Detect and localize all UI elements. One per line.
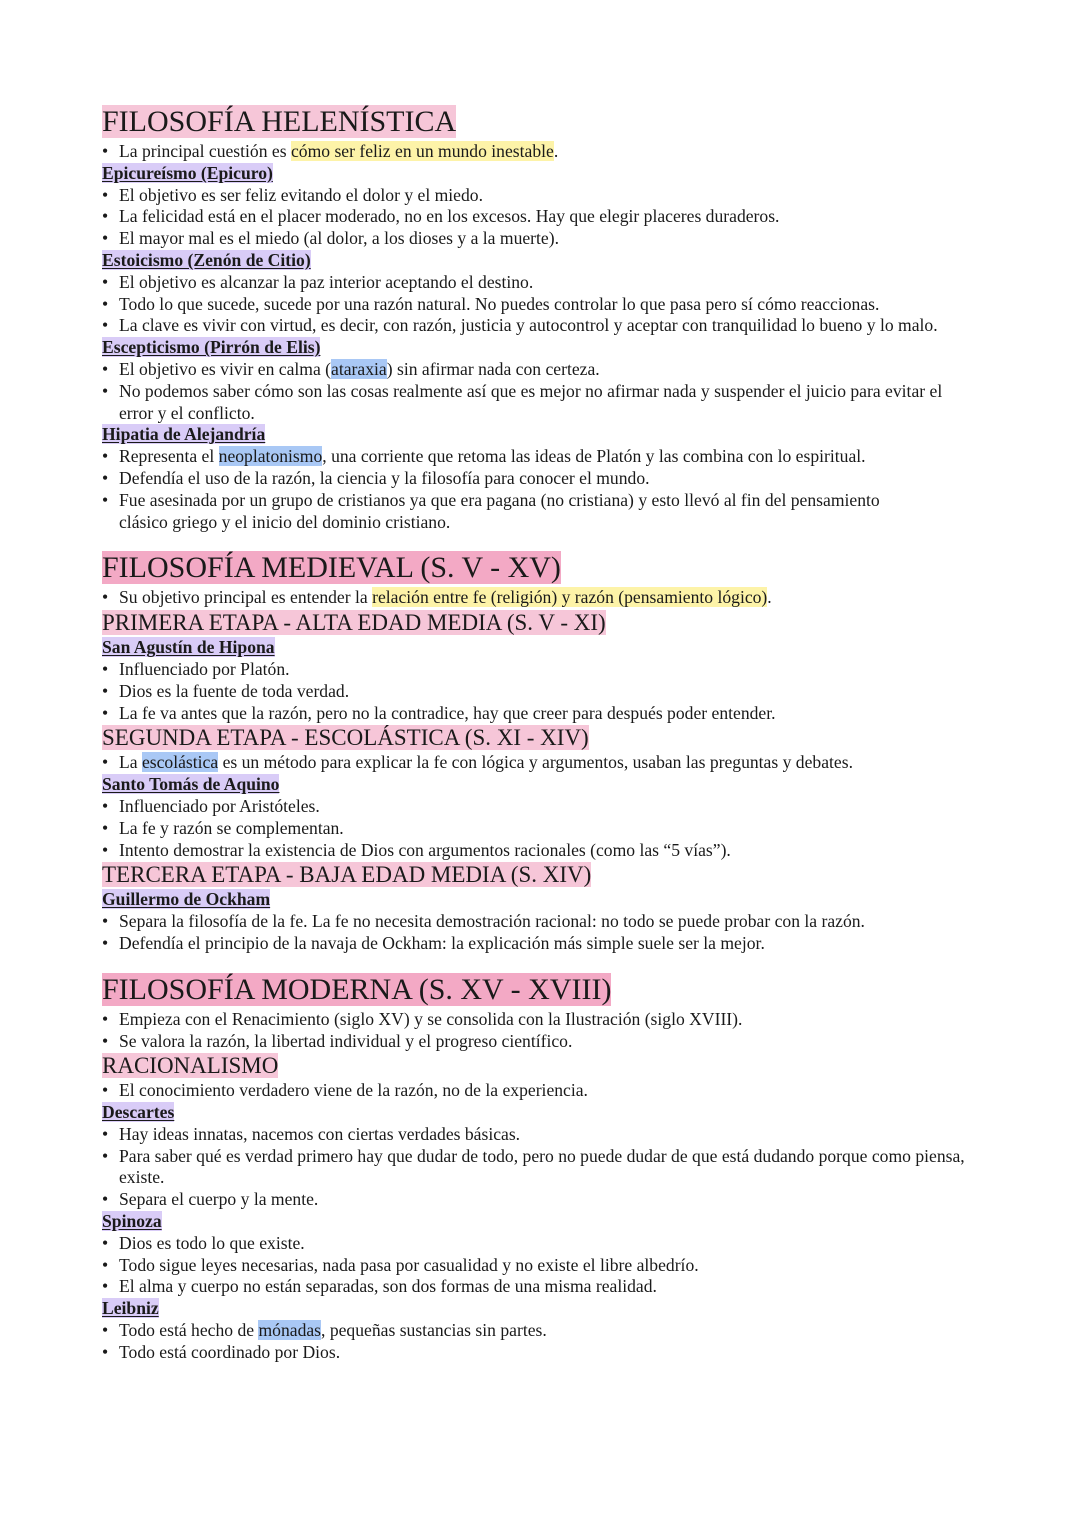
philosopher-heading: Descartes <box>102 1102 175 1123</box>
highlight: relación entre fe (religión) y razón (pensamiento lógico) <box>372 587 768 608</box>
list-item: • Defendía el uso de la razón, la ciencia y la filosofía para conocer el mundo. <box>102 468 1002 490</box>
list-item: • Representa el neoplatonismo, una corriente que retoma las ideas de Platón y las combina con lo espiritual. <box>102 446 1002 468</box>
section-title-text: FILOSOFÍA HELENÍSTICA <box>102 105 457 138</box>
philosopher-heading: Hipatia de Alejandría <box>102 424 266 445</box>
list-item: • La clave es vivir con virtud, es decir, con razón, justicia y autocontrol y aceptar con tranquilidad lo bueno y lo malo. <box>102 315 999 337</box>
philosopher-heading: San Agustín de Hipona <box>102 637 275 658</box>
list-item: • Intento demostrar la existencia de Dios con argumentos racionales (como las “5 vías”). <box>102 840 1002 862</box>
philosopher-heading: Estoicismo (Zenón de Citio) <box>102 249 311 270</box>
list-item: • El mayor mal es el miedo (al dolor, a los dioses y a la muerte). <box>102 228 1002 250</box>
list-item: • El objetivo es vivir en calma (ataraxia) sin afirmar nada con certeza. <box>102 359 1002 381</box>
list-item: • Para saber qué es verdad primero hay que dudar de todo, pero no puede dudar de que está dudando porque como piensa, existe. <box>102 1146 999 1190</box>
list-item: • Influenciado por Platón. <box>102 659 1002 681</box>
philosopher-heading: Guillermo de Ockham <box>102 889 271 910</box>
list-item: • Separa el cuerpo y la mente. <box>102 1189 1002 1211</box>
list-item: • Todo lo que sucede, sucede por una razón natural. No puedes controlar lo que pasa pero sí cómo reaccionas. <box>102 294 919 316</box>
subsection-title: TERCERA ETAPA - BAJA EDAD MEDIA (S. XIV) <box>102 862 592 888</box>
list-item: • Separa la filosofía de la fe. La fe no necesita demostración racional: no todo se puede probar con la razón. <box>102 911 1002 933</box>
list-item: • Dios es la fuente de toda verdad. <box>102 681 1002 703</box>
key-term: mónadas <box>258 1320 322 1341</box>
list-item: • El objetivo es alcanzar la paz interior aceptando el destino. <box>102 272 1002 294</box>
list-item: • Su objetivo principal es entender la relación entre fe (religión) y razón (pensamiento lógico). <box>102 587 1002 609</box>
key-term: neoplatonismo <box>218 446 323 467</box>
philosopher-heading: Leibniz <box>102 1298 159 1319</box>
list-item: • Todo sigue leyes necesarias, nada pasa por casualidad y no existe el libre albedrío. <box>102 1255 1002 1277</box>
list-item: • La fe va antes que la razón, pero no la contradice, hay que creer para después poder entender. <box>102 703 1002 725</box>
section-title-text: FILOSOFÍA MODERNA (S. XV - XVIII) <box>102 972 612 1006</box>
list-item: • La escolástica es un método para explicar la fe con lógica y argumentos, usaban las preguntas y debates. <box>102 752 1002 774</box>
key-term: ataraxia <box>331 358 387 379</box>
list-item: • Empieza con el Renacimiento (siglo XV) y se consolida con la Ilustración (siglo XVIII). <box>102 1009 1002 1031</box>
subsection-title: PRIMERA ETAPA - ALTA EDAD MEDIA (S. V - XI) <box>102 610 606 636</box>
philosopher-heading: Santo Tomás de Aquino <box>102 774 280 795</box>
section-title-helenistica <box>102 103 1002 141</box>
section-title-text: FILOSOFÍA MEDIEVAL (S. V - XV) <box>102 551 561 585</box>
list-item: • Se valora la razón, la libertad individual y el progreso científico. <box>102 1031 1002 1053</box>
section-title-medieval <box>102 549 1002 587</box>
highlight: cómo ser feliz en un mundo inestable <box>290 141 554 161</box>
list-item: • Hay ideas innatas, nacemos con ciertas verdades básicas. <box>102 1124 1002 1146</box>
philosopher-heading: Spinoza <box>102 1211 162 1232</box>
section-title-moderna <box>102 971 1002 1009</box>
key-term: escolástica <box>141 752 219 773</box>
list-item: • Fue asesinada por un grupo de cristianos ya que era pagana (no cristiana) y esto llevó al fin del pensamiento clásico griego y el inicio del dominio cristiano. <box>102 490 909 534</box>
document-page <box>102 103 1002 1364</box>
list-item: • Todo está hecho de mónadas, pequeñas sustancias sin partes. <box>102 1320 1002 1342</box>
list-item: • Influenciado por Aristóteles. <box>102 796 1002 818</box>
list-item: • La principal cuestión es cómo ser feliz en un mundo inestable. <box>102 141 1002 163</box>
philosopher-heading: Escepticismo (Pirrón de Elis) <box>102 337 321 358</box>
list-item: • El conocimiento verdadero viene de la razón, no de la experiencia. <box>102 1080 1002 1102</box>
philosopher-heading: Epicureísmo (Epicuro) <box>102 162 273 183</box>
list-item: • El alma y cuerpo no están separadas, son dos formas de una misma realidad. <box>102 1276 1002 1298</box>
subsection-title: SEGUNDA ETAPA - ESCOLÁSTICA (S. XI - XIV) <box>102 725 589 751</box>
list-item: • No podemos saber cómo son las cosas realmente así que es mejor no afirmar nada y suspender el juicio para evitar el error y el conflicto. <box>102 381 979 425</box>
list-item: • La felicidad está en el placer moderado, no en los excesos. Hay que elegir placeres duraderos. <box>102 206 1002 228</box>
list-item: • Todo está coordinado por Dios. <box>102 1342 1002 1364</box>
list-item: • Defendía el principio de la navaja de Ockham: la explicación más simple suele ser la mejor. <box>102 933 1002 955</box>
list-item: • La fe y razón se complementan. <box>102 818 1002 840</box>
subsection-title: RACIONALISMO <box>102 1053 279 1079</box>
list-item: • El objetivo es ser feliz evitando el dolor y el miedo. <box>102 185 1002 207</box>
list-item: • Dios es todo lo que existe. <box>102 1233 1002 1255</box>
